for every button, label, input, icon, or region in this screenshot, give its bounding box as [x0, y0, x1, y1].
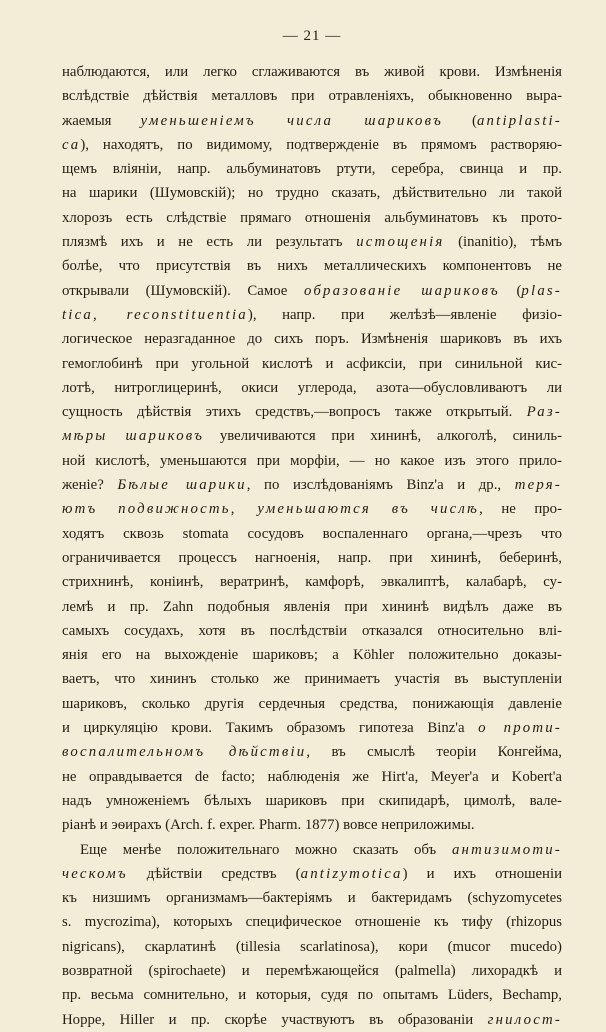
- emphasized-text: ютъ подвижность, уменьшаются въ числѣ: [62, 501, 480, 518]
- emphasized-text: теря-: [514, 477, 562, 494]
- text-segment: и циркуляцію крови. Такимъ образомъ гипотеза Binz'а: [62, 720, 479, 737]
- text-segment: сущность дѣйствія этихъ средствъ,—вопросъ также открытый.: [62, 404, 527, 421]
- emphasized-text: мѣры шариковъ: [62, 428, 205, 445]
- text-line: [62, 765, 562, 789]
- text-segment: шариковъ, сколько другія сердечныя средства, понижающія давленіе: [62, 695, 562, 712]
- text-line: [62, 862, 562, 886]
- text-line: [62, 60, 562, 84]
- text-segment: самыхъ сосудахъ, хотя въ послѣдствіи отказался относительно влі-: [62, 622, 562, 639]
- text-segment: увеличиваются при хининѣ, алкоголѣ, синиль-: [204, 428, 562, 445]
- emphasized-text: ca: [62, 136, 81, 153]
- text-segment: дѣйствіи средствъ (: [127, 865, 301, 882]
- text-line: [62, 133, 562, 157]
- text-segment: (: [499, 282, 522, 299]
- emphasized-text: антизимоти-: [451, 841, 562, 858]
- text-line: [62, 497, 562, 521]
- text-segment: логическое неразгаданное до сихъ поръ. Измѣненія шариковъ въ ихъ: [62, 331, 562, 348]
- text-segment: ограничивается процессъ нагноенія, напр. при хининѣ, бебеpинѣ,: [62, 549, 562, 566]
- emphasized-text: antiplasti-: [476, 112, 562, 129]
- text-segment: не оправдывается de facto; наблюденія же Hirt'а, Meyer'а и Kobert'а: [62, 768, 562, 785]
- text-segment: надъ умноженіемъ бѣлыхъ шариковъ при скипидарѣ, цимолѣ, вале-: [62, 792, 562, 809]
- text-line: [62, 546, 562, 570]
- text-line: [62, 400, 562, 424]
- text-line: [62, 84, 562, 108]
- text-segment: лемѣ и пр. Zahn подобныя явленія при хининѣ видѣлъ даже въ: [62, 598, 562, 615]
- text-segment: гемоглобинѣ при угольной кислотѣ и асфиксіи, при синильной кис-: [62, 355, 562, 372]
- text-line: [62, 230, 562, 254]
- text-line: [62, 157, 562, 181]
- text-line: [62, 619, 562, 643]
- emphasized-text: tica, reconstituentia: [62, 306, 248, 323]
- emphasized-text: antizymotica: [300, 865, 403, 882]
- text-segment: лотѣ, нитроглицеринѣ, окиси углерода, азота—обусловливаютъ ли: [62, 379, 562, 396]
- text-line: [62, 352, 562, 376]
- text-segment: s. mycrozima), которыхъ специфическое отношеніе къ тифу (rhizopus: [62, 914, 562, 931]
- text-line: [62, 570, 562, 594]
- emphasized-text: о проти-: [478, 720, 562, 737]
- text-line: [62, 206, 562, 230]
- emphasized-text: воспалительномъ дѣйствіи: [62, 744, 307, 761]
- text-line: [62, 279, 562, 303]
- text-segment: болѣе, что присутствія въ нихъ металлическихъ компонентовъ не: [62, 258, 562, 275]
- text-segment: наблюдаются, или легко сглаживаются въ живой крови. Измѣненія: [62, 64, 562, 80]
- text-line: [62, 376, 562, 400]
- text-segment: , въ смыслѣ теоріи Конгейма,: [306, 744, 562, 761]
- text-segment: ), находятъ, по видимому, подтвержденіе въ прямомъ растворяю-: [80, 136, 562, 153]
- emphasized-text: Бѣлые шарики: [117, 477, 247, 494]
- text-segment: пр. весьма сомнительно, и которыя, судя по опытамъ Lüders, Bechamp,: [62, 987, 562, 1004]
- text-segment: на шарики (Шумовскій); но трудно сказать, дѣйствительно ли такой: [62, 185, 562, 202]
- text-segment: ), напр. при желѣзѣ—явленіе физіо-: [247, 306, 562, 323]
- page-number: — 21 —: [282, 28, 342, 44]
- text-segment: женіе?: [62, 477, 118, 494]
- text-segment: вслѣдствіе дѣйствія металловъ при отравленіяхъ, обыкновенно выра-: [62, 88, 562, 105]
- text-line: [62, 935, 562, 959]
- text-segment: , по изслѣдованіямъ Binz'а и др.,: [246, 477, 515, 494]
- text-segment: щемъ вліяніи, напр. альбуминатовъ ртути, серебра, свинца и пр.: [62, 161, 562, 178]
- text-line: [62, 667, 562, 691]
- emphasized-text: уменьшеніемъ числа шариковъ: [140, 112, 443, 129]
- text-segment: Еще менѣе положительнаго можно сказать объ: [80, 841, 452, 858]
- text-line: [62, 449, 562, 473]
- text-segment: къ низшимъ организмамъ—бактеріямъ и бактеридамъ (schyzomycetes: [62, 890, 562, 907]
- text-segment: (inanitio), тѣмъ: [444, 234, 562, 251]
- emphasized-text: ческомъ: [62, 865, 128, 882]
- emphasized-text: гнилост-: [487, 1011, 562, 1028]
- text-line: [62, 424, 562, 448]
- emphasized-text: истощенія: [356, 234, 445, 251]
- text-segment: открывали (Шумовскій). Самое: [62, 282, 304, 299]
- text-segment: , не про-: [479, 501, 562, 518]
- text-line: [62, 789, 562, 813]
- emphasized-text: образованіе шариковъ: [304, 282, 500, 299]
- text-segment: nigricans), скарлатинѣ (tillesia scarlatinosa), кори (mucor mucedo): [62, 938, 562, 955]
- text-line: [62, 181, 562, 205]
- text-segment: хлорозъ есть слѣдствіе прямаго отношенія альбуминатовъ къ прото-: [62, 209, 562, 226]
- text-segment: стрихнинѣ, коніинѣ, вератринѣ, камфорѣ, эвкалиптѣ, калабарѣ, су-: [62, 574, 562, 591]
- emphasized-text: Раз-: [526, 404, 562, 421]
- text-line: [62, 692, 562, 716]
- text-line: [62, 886, 562, 910]
- text-line: [62, 716, 562, 740]
- text-line: [62, 910, 562, 934]
- text-segment: ходятъ сквозь stomata сосудовъ воспаленнаго органа,—чрезъ что: [62, 525, 562, 542]
- text-line: [62, 740, 562, 764]
- text-line: [62, 522, 562, 546]
- text-segment: Hoppe, Hiller и пр. скорѣе участвуютъ въ образованіи: [62, 1011, 488, 1028]
- text-line: [62, 109, 562, 133]
- text-segment: жаемыя: [62, 112, 141, 129]
- text-line: [62, 643, 562, 667]
- text-line: [62, 303, 562, 327]
- text-line: [62, 838, 562, 862]
- text-line: [62, 1008, 562, 1032]
- text-line: [62, 595, 562, 619]
- text-segment: янія его на выхожденіе шариковъ; а Köhler положительно доказы-: [62, 647, 562, 664]
- text-segment: ной кислотѣ, уменьшаются при морфіи, — но какое изъ этого прило-: [62, 452, 562, 469]
- text-segment: ріанѣ и эѳирахъ (Arch. f. exper. Pharm. 1877) вовсе неприложимы.: [62, 817, 475, 834]
- text-line: [62, 473, 562, 497]
- text-line: [62, 254, 562, 278]
- text-line: [62, 983, 562, 1007]
- text-segment: ваетъ, что хининъ столько же принимаетъ участія въ выступленіи: [62, 671, 562, 688]
- emphasized-text: plas-: [521, 282, 562, 299]
- text-segment: возвратной (spirochaete) и перемѣжающейся (palmella) лихорадкѣ и: [62, 962, 562, 979]
- text-segment: (: [442, 112, 477, 129]
- text-line: [62, 813, 562, 837]
- text-segment: ) и ихъ отношеніи: [402, 865, 562, 882]
- text-segment: плязмѣ ихъ и не есть ли результатъ: [62, 234, 357, 251]
- text-line: [62, 327, 562, 351]
- text-line: [62, 959, 562, 983]
- body-text: [62, 60, 562, 1032]
